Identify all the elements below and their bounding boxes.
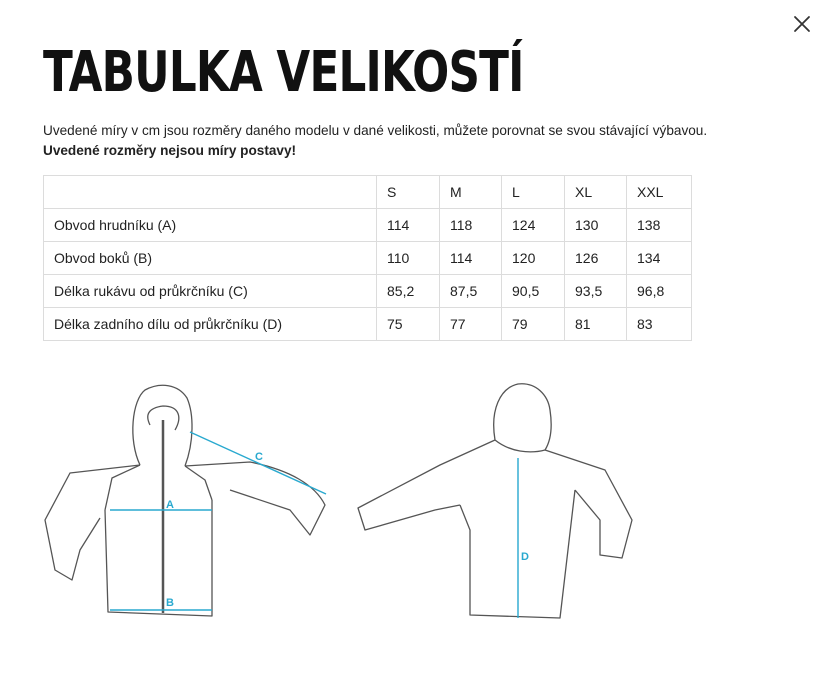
table-cell: 75: [377, 308, 440, 341]
label-a: A: [166, 499, 174, 511]
label-b: B: [166, 597, 174, 609]
table-cell: 96,8: [627, 275, 692, 308]
table-row: [44, 275, 692, 308]
table-cell: 77: [440, 308, 502, 341]
row-label: Obvod hrudníku (A): [44, 209, 377, 242]
table-cell: 85,2: [377, 275, 440, 308]
column-header-m: M: [440, 176, 502, 209]
table-cell: 114: [440, 242, 502, 275]
label-c: C: [255, 451, 263, 463]
jacket-front-outline: [45, 385, 325, 616]
table-cell: 83: [627, 308, 692, 341]
table-cell: 118: [440, 209, 502, 242]
column-header-l: L: [502, 176, 565, 209]
size-table: [43, 175, 692, 341]
table-cell: 110: [377, 242, 440, 275]
table-row: [44, 308, 692, 341]
table-cell: 90,5: [502, 275, 565, 308]
table-cell: 130: [565, 209, 627, 242]
table-cell: 124: [502, 209, 565, 242]
table-header-row: [44, 176, 692, 209]
column-header-xl: XL: [565, 176, 627, 209]
table-cell: 79: [502, 308, 565, 341]
size-description: [43, 121, 813, 161]
description-text: Uvedené míry v cm jsou rozměry daného modelu v dané velikosti, můžete porovnat se svou stávající výbavou.: [43, 123, 708, 138]
table-cell: 81: [565, 308, 627, 341]
table-cell: 134: [627, 242, 692, 275]
table-row: [44, 242, 692, 275]
page-title: TABULKA VELIKOSTÍ: [43, 40, 524, 105]
table-cell: 126: [565, 242, 627, 275]
table-cell: 93,5: [565, 275, 627, 308]
measure-line-c: [190, 432, 326, 494]
column-header: [44, 176, 377, 209]
table-cell: 114: [377, 209, 440, 242]
label-d: D: [521, 551, 529, 563]
warning-text: Uvedené rozměry nejsou míry postavy!: [43, 143, 297, 158]
row-label: Délka rukávu od průkrčníku (C): [44, 275, 377, 308]
row-label: Obvod boků (B): [44, 242, 377, 275]
jacket-back-outline: [358, 384, 632, 618]
column-header-xxl: XXL: [627, 176, 692, 209]
close-icon[interactable]: [792, 14, 812, 34]
table-cell: 138: [627, 209, 692, 242]
table-cell: 87,5: [440, 275, 502, 308]
column-header-s: S: [377, 176, 440, 209]
row-label: Délka zadního dílu od průkrčníku (D): [44, 308, 377, 341]
jacket-diagram: [0, 370, 826, 670]
table-row: [44, 209, 692, 242]
table-cell: 120: [502, 242, 565, 275]
